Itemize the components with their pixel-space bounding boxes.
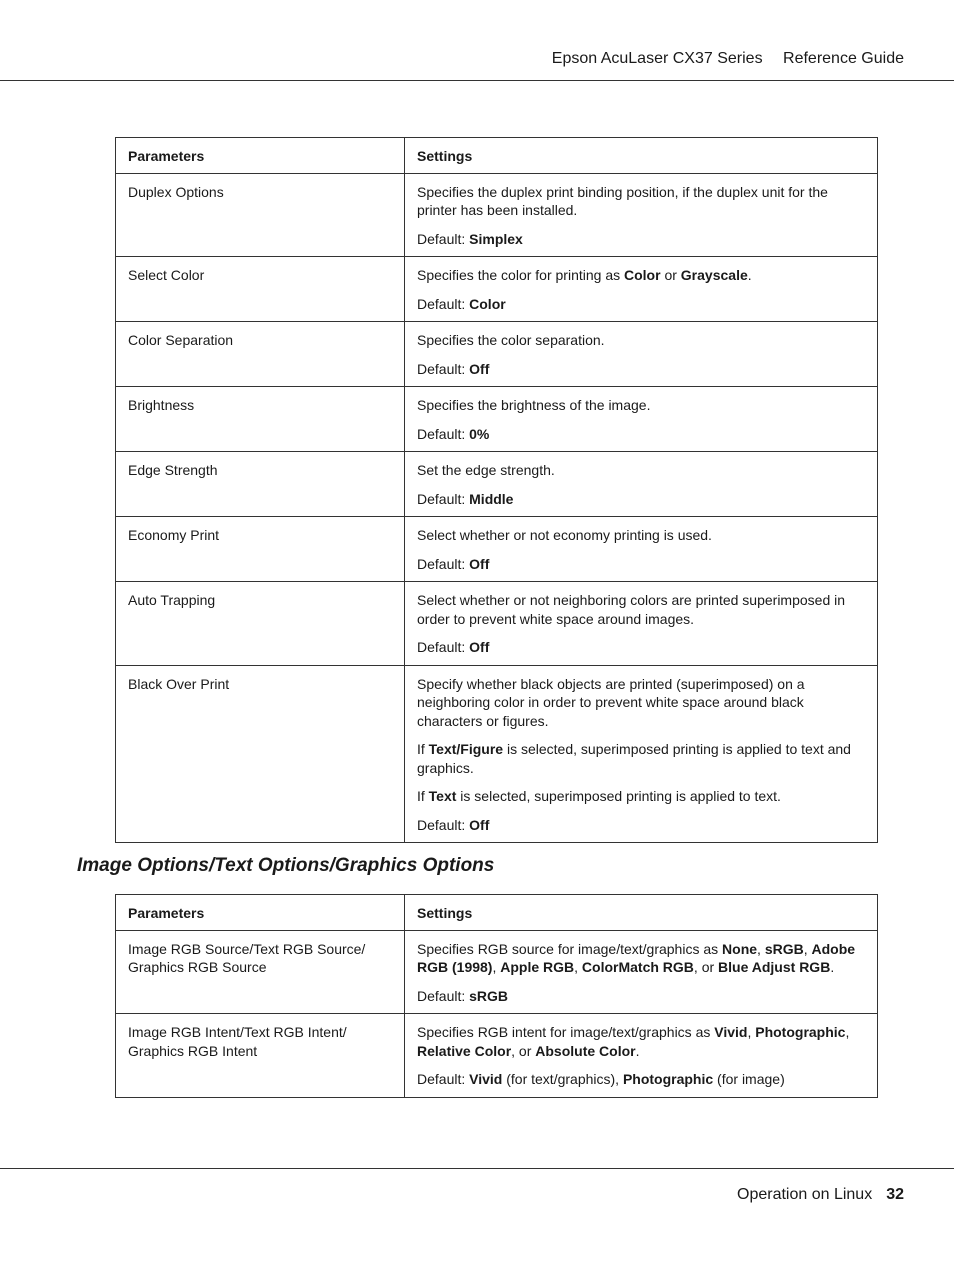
parameters-table-rgb-options: [115, 894, 878, 1098]
param-name: Color Separation: [116, 322, 405, 387]
param-settings: [405, 387, 878, 452]
table-row: [116, 387, 878, 452]
column-header-settings: Settings: [405, 138, 878, 174]
default-value: Off: [469, 360, 490, 377]
default-line: Default: Off: [417, 816, 490, 833]
default-value: Middle: [469, 490, 514, 507]
default-line: Default: Color: [417, 295, 506, 312]
settings-description: Specifies RGB source for image/text/graphics as None, sRGB, Adobe RGB (1998), Apple RGB, ColorMatch RGB, or Blue Adjust RGB.: [417, 940, 856, 975]
column-header-settings: Settings: [405, 895, 878, 931]
table-row: [116, 1014, 878, 1098]
default-line: Default: Off: [417, 360, 490, 377]
page-footer: [737, 1186, 904, 1204]
table-row: [116, 452, 878, 517]
param-settings: [405, 930, 878, 1014]
default-line: Default: Off: [417, 639, 490, 655]
settings-note: If Text/Figure is selected, superimposed printing is applied to text and graphics.: [417, 741, 851, 776]
parameters-table-printer: [115, 137, 878, 843]
table-header-row: [116, 138, 878, 174]
page-header: [552, 50, 904, 68]
column-header-parameters: Parameters: [116, 138, 405, 174]
default-line: Default: sRGB: [417, 987, 509, 1004]
default-value: Simplex: [469, 230, 523, 247]
param-name: Black Over Print: [116, 665, 405, 843]
param-settings: [405, 322, 878, 387]
default-value: sRGB: [469, 987, 509, 1004]
param-settings: [405, 582, 878, 666]
column-header-parameters: Parameters: [116, 895, 405, 931]
param-settings: [405, 665, 878, 843]
default-line: Default: 0%: [417, 425, 490, 442]
table-header-row: [116, 895, 878, 931]
settings-description: Specifies the brightness of the image.: [417, 397, 651, 413]
default-value: Off: [469, 816, 490, 833]
settings-description: Select whether or not economy printing is used.: [417, 527, 712, 543]
default-value: Color: [469, 295, 506, 312]
settings-description: Specifies the color separation.: [417, 332, 605, 348]
table-row: [116, 173, 878, 257]
default-value: Off: [469, 555, 490, 572]
param-name: Select Color: [116, 257, 405, 322]
param-settings: [405, 1014, 878, 1098]
table-row: [116, 582, 878, 666]
settings-description: Specify whether black objects are printed (superimposed) on a neighboring color in order to prevent white space around black characters or figures.: [417, 675, 805, 729]
param-settings: [405, 173, 878, 257]
param-name: Image RGB Intent/Text RGB Intent/ Graphics RGB Intent: [116, 1014, 405, 1098]
param-name: Economy Print: [116, 517, 405, 582]
settings-description: Specifies the duplex print binding position, if the duplex unit for the printer has been installed.: [417, 183, 828, 218]
table-row: [116, 322, 878, 387]
header-divider: [0, 80, 954, 81]
param-name: Auto Trapping: [116, 582, 405, 666]
default-line: Default: Middle: [417, 490, 514, 507]
footer-section-title: Operation on Linux: [737, 1186, 873, 1203]
footer-divider: [0, 1168, 954, 1169]
settings-description: Set the edge strength.: [417, 462, 555, 478]
param-settings: [405, 517, 878, 582]
section-heading: Image Options/Text Options/Graphics Options: [77, 855, 495, 876]
param-settings: [405, 452, 878, 517]
param-name: Edge Strength: [116, 452, 405, 517]
table-row: [116, 517, 878, 582]
settings-note: If Text is selected, superimposed printing is applied to text.: [417, 788, 781, 804]
param-name: Duplex Options: [116, 173, 405, 257]
param-name: Image RGB Source/Text RGB Source/ Graphics RGB Source: [116, 930, 405, 1014]
default-value: 0%: [469, 425, 490, 442]
default-line: Default: Vivid (for text/graphics), Photographic (for image): [417, 1071, 785, 1087]
param-name: Brightness: [116, 387, 405, 452]
header-guide-title: Reference Guide: [783, 50, 904, 67]
default-line: Default: Simplex: [417, 230, 523, 247]
settings-description: Specifies the color for printing as Color or Grayscale.: [417, 267, 752, 283]
table-row: [116, 665, 878, 843]
param-settings: [405, 257, 878, 322]
table-row: [116, 257, 878, 322]
default-value: Off: [469, 639, 490, 655]
table-row: [116, 930, 878, 1014]
page-number: 32: [886, 1186, 904, 1203]
settings-description: Select whether or not neighboring colors are printed superimposed in order to prevent white space around images.: [417, 592, 846, 627]
default-line: Default: Off: [417, 555, 490, 572]
header-product-name: Epson AcuLaser CX37 Series: [551, 50, 763, 67]
settings-description: Specifies RGB intent for image/text/graphics as Vivid, Photographic, Relative Color, or Absolute Color.: [417, 1024, 850, 1059]
